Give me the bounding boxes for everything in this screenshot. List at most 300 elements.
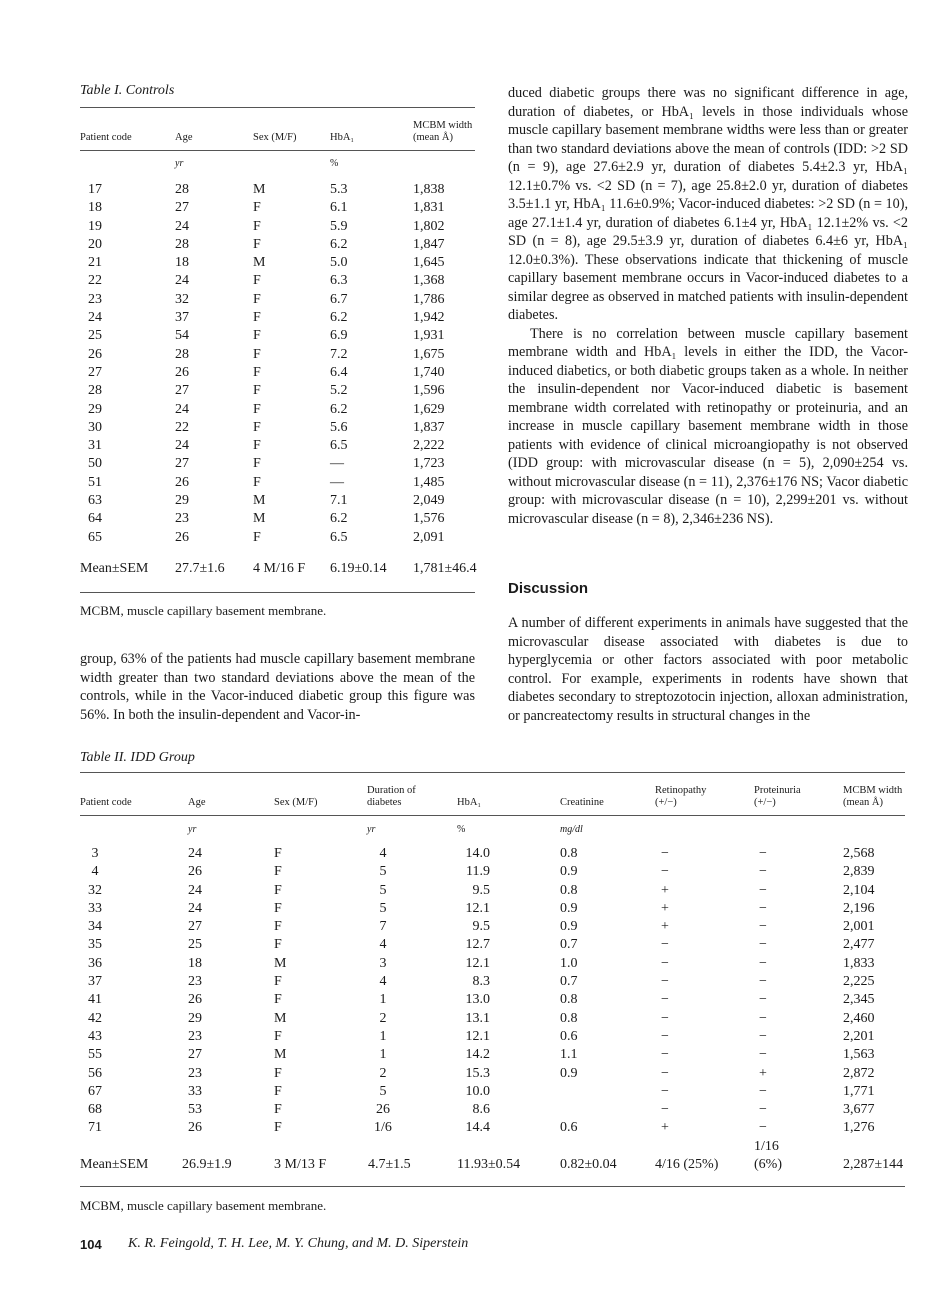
cell-patient-code: 43 [88,1028,102,1044]
table1-row [80,510,475,528]
cell-hba1: 7.1 [330,493,348,509]
cell-hba1: 12.1 [465,955,490,971]
cell-mcbm: 1,942 [413,310,445,326]
table1-row [80,382,475,400]
cell-age: 27 [188,1047,202,1063]
cell-sex: M [274,1047,287,1063]
cell-patient-code: 68 [88,1102,102,1118]
cell-hba1: 5.2 [330,383,348,399]
cell-hba1: 5.3 [330,182,348,197]
table2-summary-retinopathy: 4/16 (25%) [655,1157,719,1172]
table2-summary-proteinuria-line2: (6%) [754,1157,782,1172]
cell-age: 22 [175,419,189,435]
cell-mcbm: 1,629 [413,401,445,417]
cell-age: 24 [175,218,189,234]
cell-creatinine: 0.8 [560,846,578,861]
cell-duration: 5 [379,882,387,898]
cell-hba1: 6.2 [330,511,348,527]
table2-row [80,1028,905,1046]
table2-header-creatinine: Creatinine [560,797,604,808]
cell-patient-code: 26 [88,346,102,362]
cell-hba1: 6.2 [330,236,348,252]
table2-row [80,973,905,991]
table1-row [80,272,475,290]
table1-header-code: Patient code [80,132,132,143]
table2-row [80,936,905,954]
cell-patient-code: 33 [88,900,102,916]
table1-row [80,492,475,510]
cell-hba1: 9.5 [472,882,490,898]
cell-duration: 5 [379,900,387,916]
cell-mcbm: 1,596 [413,383,445,399]
cell-hba1: 6.5 [330,438,348,454]
cell-age: 26 [175,364,189,380]
cell-retinopathy: − [661,1047,669,1063]
cell-sex: F [274,864,282,880]
cell-retinopathy: + [661,882,669,898]
cell-mcbm: 1,771 [843,1083,875,1099]
cell-hba1: 6.3 [330,273,348,289]
cell-duration: 1 [379,992,387,1008]
table2-row [80,1083,905,1101]
cell-age: 27 [175,383,189,399]
cell-mcbm: 1,723 [413,456,445,472]
cell-patient-code: 64 [88,511,102,527]
cell-patient-code: 20 [88,236,102,252]
cell-age: 28 [175,182,189,197]
table2-header-mcbm-line1: MCBM width [843,785,903,796]
cell-duration: 3 [379,955,387,971]
cell-mcbm: 1,847 [413,236,445,252]
table2-unit-creatinine: mg/dl [560,824,583,835]
cell-age: 24 [188,900,202,916]
cell-age: 23 [188,1028,202,1044]
table1-header-age: Age [175,132,193,143]
cell-age: 23 [175,511,189,527]
cell-proteinuria: − [759,1120,767,1136]
table1-row [80,455,475,473]
cell-age: 18 [175,255,189,271]
table1-caption: Table I. Controls [80,83,175,98]
cell-patient-code: 25 [88,328,102,344]
cell-mcbm: 1,838 [413,182,445,197]
cell-mcbm: 1,645 [413,255,445,271]
cell-age: 24 [188,882,202,898]
cell-creatinine: 0.7 [560,974,578,990]
cell-mcbm: 2,460 [843,1010,875,1026]
cell-age: 26 [175,474,189,490]
cell-retinopathy: − [661,864,669,880]
cell-mcbm: 2,201 [843,1028,875,1044]
cell-mcbm: 1,368 [413,273,445,289]
table2-row [80,991,905,1009]
cell-retinopathy: − [661,846,669,861]
cell-hba1: 8.6 [472,1102,490,1118]
table2-summary-mcbm: 2,287±144 [843,1157,904,1172]
table1-row [80,419,475,437]
left-column-text [80,650,475,724]
table1-row [80,529,475,547]
cell-sex: F [253,310,261,326]
cell-proteinuria: − [759,1083,767,1099]
cell-sex: M [274,955,287,971]
cell-hba1: 14.4 [465,1120,490,1136]
cell-creatinine: 0.8 [560,992,578,1008]
cell-age: 23 [188,974,202,990]
cell-hba1: 14.2 [465,1047,490,1063]
cell-hba1: 8.3 [472,974,490,990]
cell-mcbm: 1,837 [413,419,445,435]
cell-patient-code: 23 [88,291,102,307]
cell-mcbm: 1,740 [413,364,445,380]
table2-summary-age: 26.9±1.9 [182,1157,232,1172]
cell-patient-code: 17 [88,182,102,197]
table1-top-rule [80,107,475,108]
cell-age: 26 [175,529,189,545]
cell-age: 24 [175,438,189,454]
cell-hba1: 5.9 [330,218,348,234]
cell-patient-code: 24 [88,310,102,326]
table2-unit-age: yr [188,824,197,835]
cell-patient-code: 71 [88,1120,102,1136]
table1-summary-label: Mean±SEM [80,561,149,576]
cell-age: 54 [175,328,189,344]
cell-mcbm: 2,091 [413,529,445,545]
cell-mcbm: 1,485 [413,474,445,490]
cell-age: 27 [175,200,189,216]
cell-sex: F [274,900,282,916]
cell-mcbm: 2,568 [843,846,875,861]
table1-row [80,437,475,455]
cell-proteinuria: − [759,1028,767,1044]
table2-header-code: Patient code [80,797,132,808]
cell-age: 18 [188,955,202,971]
cell-hba1: — [330,456,344,472]
page-number: 104 [80,1237,102,1252]
cell-sex: F [253,438,261,454]
cell-sex: F [274,992,282,1008]
cell-proteinuria: − [759,900,767,916]
cell-proteinuria: − [759,937,767,953]
cell-duration: 1 [379,1028,387,1044]
cell-age: 28 [175,346,189,362]
cell-mcbm: 1,786 [413,291,445,307]
cell-proteinuria: + [759,1065,767,1081]
cell-creatinine: 0.6 [560,1028,578,1044]
cell-proteinuria: − [759,919,767,935]
table2-row [80,845,905,863]
cell-sex: F [253,200,261,216]
cell-age: 23 [188,1065,202,1081]
cell-mcbm: 2,225 [843,974,875,990]
cell-sex: M [253,493,266,509]
cell-hba1: 6.5 [330,529,348,545]
cell-patient-code: 31 [88,438,102,454]
cell-retinopathy: − [661,992,669,1008]
cell-retinopathy: + [661,900,669,916]
table2-header-retinopathy [655,785,706,809]
table1-footnote: MCBM, muscle capillary basement membrane. [80,603,327,618]
cell-hba1: 15.3 [465,1065,490,1081]
cell-sex: F [253,346,261,362]
cell-sex: M [253,511,266,527]
cell-duration: 5 [379,1083,387,1099]
cell-retinopathy: − [661,1028,669,1044]
table2-header-sex: Sex (M/F) [274,797,318,808]
table2-header-rule [80,815,905,816]
cell-mcbm: 1,675 [413,346,445,362]
table1-row [80,346,475,364]
cell-hba1: — [330,474,344,490]
cell-patient-code: 56 [88,1065,102,1081]
table2-row [80,918,905,936]
cell-sex: M [253,182,266,197]
cell-patient-code: 35 [88,937,102,953]
cell-proteinuria: − [759,864,767,880]
cell-hba1: 10.0 [465,1083,490,1099]
cell-mcbm: 2,001 [843,919,875,935]
cell-creatinine: 0.8 [560,882,578,898]
table2-header-retinopathy-line2: (+/−) [655,797,677,808]
cell-sex: F [253,291,261,307]
cell-sex: F [274,1028,282,1044]
cell-duration: 2 [379,1010,387,1026]
cell-age: 24 [175,273,189,289]
table2-summary-proteinuria-line1: 1/16 [754,1139,779,1154]
cell-hba1: 12.7 [465,937,490,953]
cell-hba1: 6.4 [330,364,348,380]
table1-summary-sex: 4 M/16 F [253,561,306,576]
table1-row [80,291,475,309]
table2-footnote: MCBM, muscle capillary basement membrane. [80,1198,327,1213]
cell-patient-code: 50 [88,456,102,472]
cell-patient-code: 41 [88,992,102,1008]
cell-age: 32 [175,291,189,307]
table2-summary-creatinine: 0.82±0.04 [560,1157,617,1172]
table2-header-retinopathy-line1: Retinopathy [655,785,707,796]
table1-unit-age: yr [175,158,184,169]
cell-mcbm: 2,477 [843,937,875,953]
cell-duration: 7 [379,919,387,935]
cell-age: 27 [188,919,202,935]
cell-duration: 2 [379,1065,387,1081]
cell-sex: F [274,919,282,935]
cell-proteinuria: − [759,1047,767,1063]
cell-patient-code: 28 [88,383,102,399]
table1-row [80,218,475,236]
cell-patient-code: 27 [88,364,102,380]
cell-sex: F [274,974,282,990]
table1-row [80,327,475,345]
cell-patient-code: 42 [88,1010,102,1026]
cell-mcbm: 1,563 [843,1047,875,1063]
cell-duration: 4 [379,974,387,990]
cell-sex: F [274,882,282,898]
table1-summary-age: 27.7±1.6 [175,561,225,576]
table1-unit-hba1: % [330,158,339,169]
cell-patient-code: 51 [88,474,102,490]
table2-row [80,863,905,881]
cell-sex: F [274,1065,282,1081]
table2-row [80,882,905,900]
cell-age: 28 [175,236,189,252]
cell-sex: F [253,401,261,417]
cell-hba1: 6.9 [330,328,348,344]
cell-proteinuria: − [759,1102,767,1118]
left-paragraph: group, 63% of the patients had muscle capillary basement membrane width greater than two standard deviations above the mean of the controls, while in the Vacor-induced diabetic group this figure was 56%. In both the insulin-dependent and Vacor-in- [80,651,475,723]
cell-patient-code: 32 [88,882,102,898]
cell-proteinuria: − [759,955,767,971]
discussion-text [508,614,908,725]
table1-bottom-rule [80,592,475,593]
cell-hba1: 11.9 [466,864,490,880]
cell-mcbm: 1,276 [843,1120,875,1136]
table2-header-proteinuria [754,785,801,809]
table2-header-proteinuria-line2: (+/−) [754,797,776,808]
table1-row [80,199,475,217]
table2-header-duration-line2: diabetes [367,797,402,808]
cell-sex: F [253,419,261,435]
cell-age: 26 [188,1120,202,1136]
cell-retinopathy: − [661,937,669,953]
table1-summary-mcbm: 1,781±46.4 [413,561,477,576]
cell-sex: F [274,846,282,861]
cell-duration: 26 [376,1102,390,1118]
table1-row [80,401,475,419]
cell-patient-code: 22 [88,273,102,289]
discussion-paragraph: A number of different experiments in animals have suggested that the microvascular disease associated with diabetes is due to hyperglycemia or other factors associated with poor metabolic control. For example, experiments in rodents have shown that diabetes secondary to streptozotocin injection, alloxan administration, or pancreatectomy results in structural changes in the [508,615,908,724]
cell-mcbm: 3,677 [843,1102,875,1118]
table2-row [80,1046,905,1064]
table2-header-mcbm-line2: (mean Å) [843,797,883,808]
cell-patient-code: 18 [88,200,102,216]
cell-duration: 1/6 [374,1120,392,1136]
cell-age: 26 [188,864,202,880]
cell-proteinuria: − [759,974,767,990]
cell-age: 29 [175,493,189,509]
cell-hba1: 6.2 [330,401,348,417]
cell-sex: F [253,364,261,380]
table1-header-hba1: HbA₁ [330,132,355,143]
cell-patient-code: 65 [88,529,102,545]
cell-sex: M [253,255,266,271]
cell-proteinuria: − [759,992,767,1008]
cell-patient-code: 30 [88,419,102,435]
cell-creatinine: 1.1 [560,1047,578,1063]
table2-top-rule [80,772,905,773]
discussion-heading: Discussion [508,580,589,597]
cell-duration: 5 [379,864,387,880]
cell-hba1: 6.1 [330,200,348,216]
table2-unit-duration: yr [367,824,376,835]
cell-mcbm: 2,839 [843,864,875,880]
cell-patient-code: 55 [88,1047,102,1063]
table1-header-mcbm [413,120,472,144]
table2-header-duration [367,785,416,809]
cell-sex: F [253,456,261,472]
cell-mcbm: 1,931 [413,328,445,344]
cell-patient-code: 37 [88,974,102,990]
cell-age: 24 [188,846,202,861]
cell-sex: F [253,273,261,289]
cell-age: 37 [175,310,189,326]
cell-creatinine: 0.7 [560,937,578,953]
cell-mcbm: 2,196 [843,900,875,916]
table1-row [80,254,475,272]
cell-duration: 4 [379,937,387,953]
cell-mcbm: 2,222 [413,438,445,454]
table2-summary-label: Mean±SEM [80,1157,149,1172]
cell-creatinine: 0.8 [560,1010,578,1026]
cell-patient-code: 21 [88,255,102,271]
cell-retinopathy: + [661,1120,669,1136]
cell-sex: F [274,1102,282,1118]
cell-hba1: 5.0 [330,255,348,271]
cell-patient-code: 67 [88,1083,102,1099]
cell-patient-code: 29 [88,401,102,417]
table2-bottom-rule [80,1186,905,1187]
table2-header-mcbm [843,785,902,809]
cell-hba1: 5.6 [330,419,348,435]
cell-creatinine: 0.9 [560,864,578,880]
cell-retinopathy: − [661,1065,669,1081]
author-line: K. R. Feingold, T. H. Lee, M. Y. Chung, and M. D. Siperstein [128,1236,469,1251]
cell-hba1: 7.2 [330,346,348,362]
cell-creatinine: 0.9 [560,1065,578,1081]
cell-mcbm: 1,831 [413,200,445,216]
cell-age: 29 [188,1010,202,1026]
cell-creatinine: 1.0 [560,955,578,971]
cell-mcbm: 2,345 [843,992,875,1008]
cell-sex: F [253,218,261,234]
cell-hba1: 12.1 [465,900,490,916]
table2-header-duration-line1: Duration of [367,785,416,796]
cell-creatinine: 0.6 [560,1120,578,1136]
right-column-text [508,84,908,528]
cell-proteinuria: − [759,1010,767,1026]
cell-mcbm: 2,104 [843,882,875,898]
cell-proteinuria: − [759,882,767,898]
cell-patient-code: 36 [88,955,102,971]
cell-age: 26 [188,992,202,1008]
cell-retinopathy: − [661,1010,669,1026]
cell-retinopathy: − [661,955,669,971]
cell-mcbm: 1,802 [413,218,445,234]
cell-retinopathy: − [661,974,669,990]
table2-summary-sex: 3 M/13 F [274,1157,327,1172]
cell-sex: M [274,1010,287,1026]
cell-mcbm: 2,049 [413,493,445,509]
table1-header-mcbm-line2: (mean Å) [413,132,453,143]
table1-row [80,236,475,254]
cell-age: 33 [188,1083,202,1099]
table2-row [80,1065,905,1083]
cell-sex: F [253,236,261,252]
table1-header-sex: Sex (M/F) [253,132,297,143]
table1-row [80,309,475,327]
table2-row [80,1101,905,1119]
cell-hba1: 9.5 [472,919,490,935]
table2-header-age: Age [188,797,206,808]
cell-creatinine: 0.9 [560,900,578,916]
table2-header-hba1: HbA₁ [457,797,482,808]
cell-sex: F [253,529,261,545]
cell-sex: F [253,328,261,344]
cell-hba1: 13.0 [465,992,490,1008]
cell-sex: F [274,1083,282,1099]
table2-row [80,1010,905,1028]
cell-age: 53 [188,1102,202,1118]
